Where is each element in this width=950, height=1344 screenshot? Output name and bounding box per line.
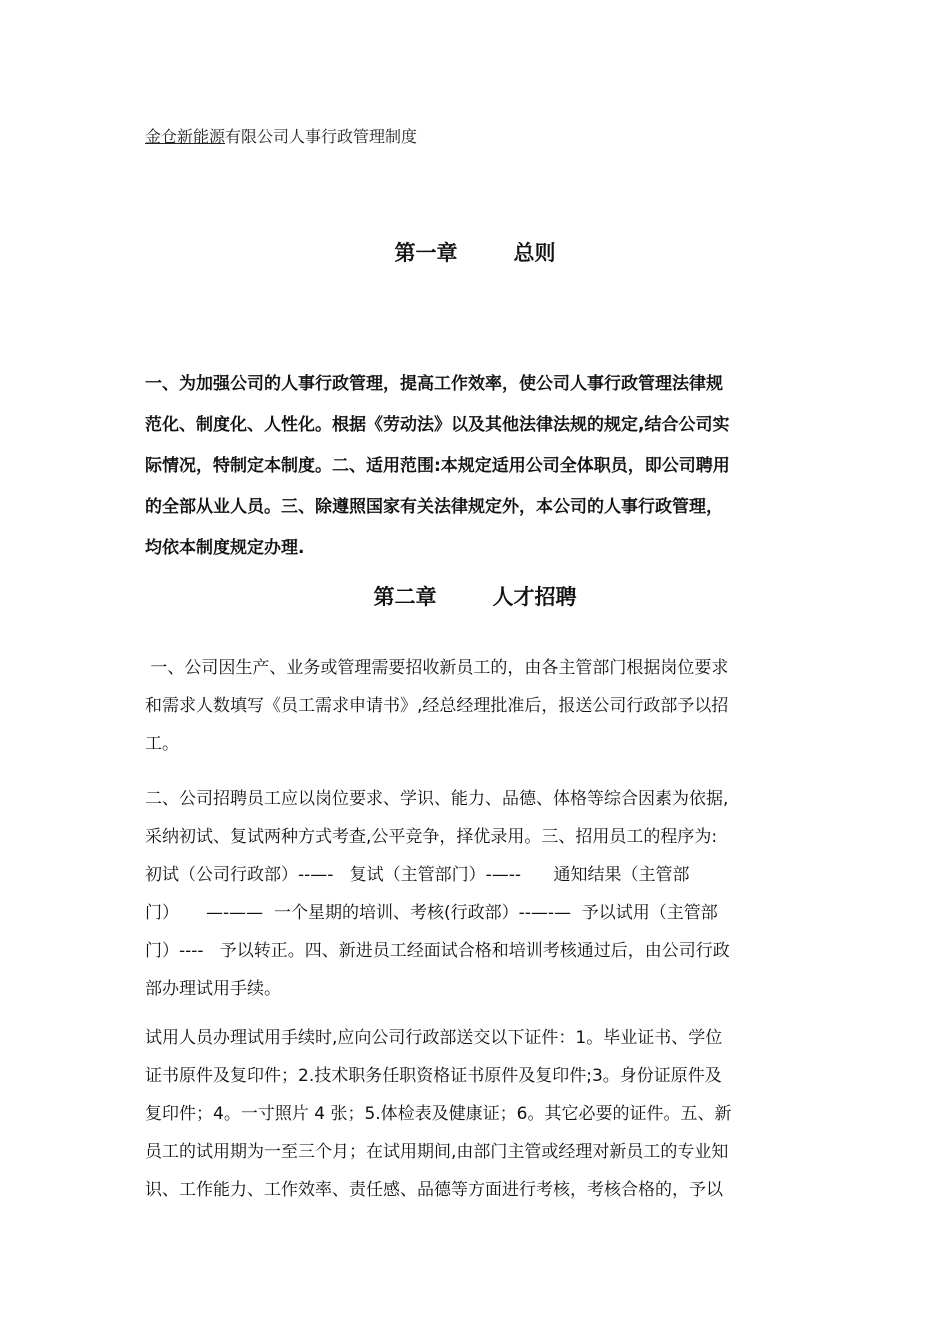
paragraph-line: 际情况，特制定本制度。二、适用范围:本规定适用公司全体职员，即公司聘用	[145, 456, 730, 476]
paragraph-line: 一、为加强公司的人事行政管理，提高工作效率，使公司人事行政管理法律规	[145, 374, 723, 394]
paragraph-line: 采纳初试、复试两种方式考查,公平竞争，择优录用。三、招用员工的程序为:	[145, 827, 718, 847]
paragraph-line: 识、工作能力、工作效率、责任感、品德等方面进行考核，考核合格的，予以	[145, 1180, 723, 1200]
chapter-one-label: 第一章	[394, 241, 458, 265]
paragraph-line: 范化、制度化、人性化。根据《劳动法》以及其他法律法规的规定,结合公司实	[145, 415, 730, 435]
company-name-link[interactable]: 金仓新能源	[145, 127, 226, 146]
paragraph-line: 员工的试用期为一至三个月；在试用期间,由部门主管或经理对新员工的专业知	[145, 1142, 729, 1162]
chapter-two-heading	[0, 582, 950, 612]
chapter-two-paragraph-1	[145, 649, 810, 763]
document-title	[145, 126, 417, 148]
chapter-two-paragraph-3	[145, 1019, 810, 1209]
document-title-rest: 有限公司人事行政管理制度	[225, 127, 418, 146]
chapter-one-heading	[0, 238, 950, 268]
paragraph-line: 部办理试用手续。	[145, 979, 281, 999]
chapter-two-name: 人才招聘	[492, 585, 577, 609]
chapter-two-paragraph-2	[145, 780, 810, 1008]
paragraph-line: 证书原件及复印件；2.技术职务任职资格证书原件及复印件;3。身份证原件及	[145, 1066, 722, 1086]
paragraph-line: 的全部从业人员。三、除遵照国家有关法律规定外，本公司的人事行政管理，	[145, 497, 723, 517]
paragraph-line: 试用人员办理试用手续时,应向公司行政部送交以下证件：1。毕业证书、学位	[145, 1028, 723, 1048]
chapter-one-name: 总则	[513, 241, 556, 265]
paragraph-line: 均依本制度规定办理.	[145, 538, 305, 558]
paragraph-line: 二、公司招聘员工应以岗位要求、学识、能力、品德、体格等综合因素为依据,	[145, 789, 729, 809]
paragraph-line: 工。	[145, 734, 179, 754]
paragraph-line: 门） —-—— 一个星期的培训、考核(行政部）--—-— 予以试用（主管部	[145, 903, 718, 923]
chapter-two-label: 第二章	[373, 585, 437, 609]
paragraph-line: 一、公司因生产、业务或管理需要招收新员工的，由各主管部门根据岗位要求	[145, 658, 729, 678]
paragraph-line: 门）---- 予以转正。四、新进员工经面试合格和培训考核通过后，由公司行政	[145, 941, 730, 961]
chapter-one-paragraph	[145, 364, 810, 569]
paragraph-line: 初试（公司行政部）--—- 复试（主管部门）-—-- 通知结果（主管部	[145, 865, 690, 885]
paragraph-line: 复印件；4。一寸照片 4 张；5.体检表及健康证；6。其它必要的证件。五、新	[145, 1104, 732, 1124]
paragraph-line: 和需求人数填写《员工需求申请书》,经总经理批准后，报送公司行政部予以招	[145, 696, 729, 716]
